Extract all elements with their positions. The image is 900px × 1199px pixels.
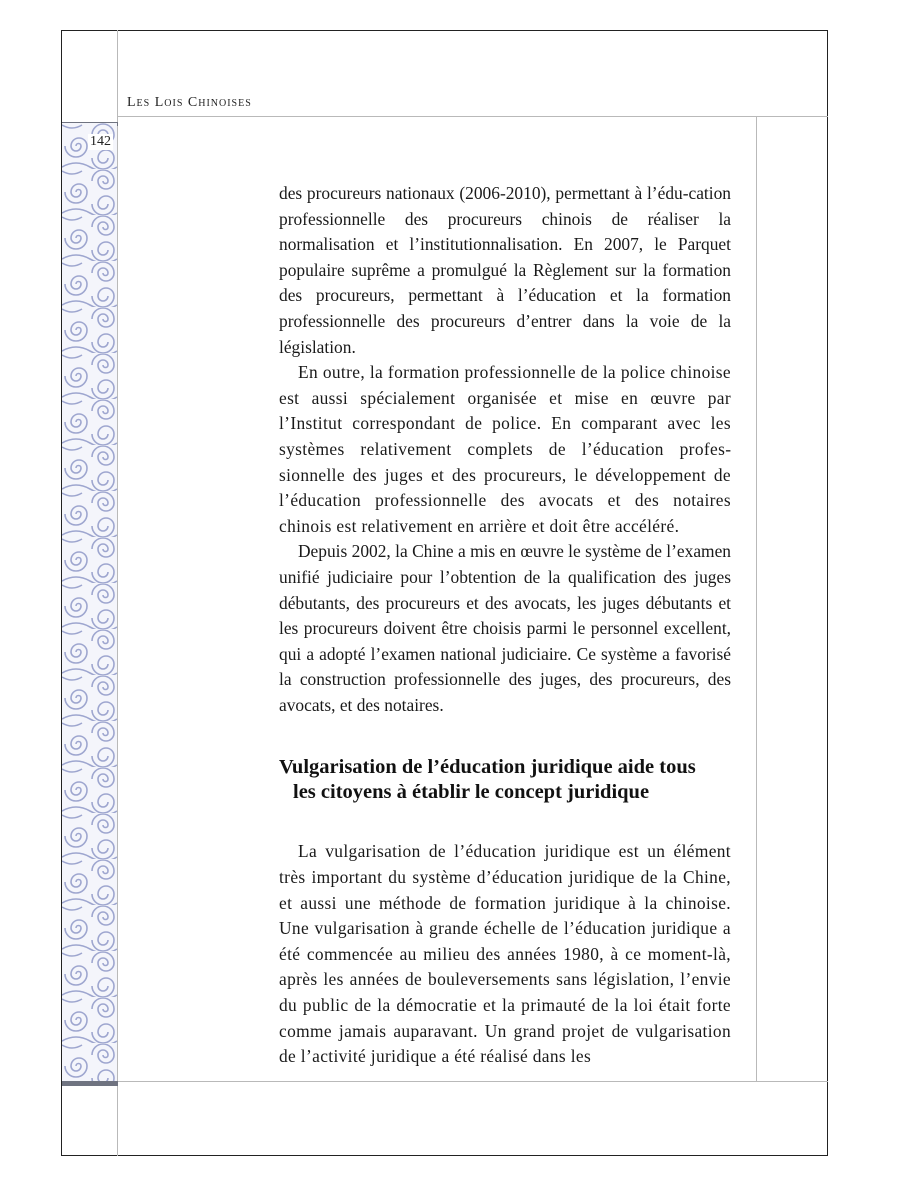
paragraph-1: des procureurs nationaux (2006-2010), permettant à l’édu-cation professionnelle des procureurs chinois de réaliser la normalisation et l’institutionnalisation. En 2007, le Parquet populaire suprême a promulgué la Règlement sur la formation des procureurs, permettant à l’éducation et la formation professionnelle des procureurs d’entrer dans la voie de la législation. xyxy=(279,183,731,357)
section-heading-line-1: Vulgarisation de l’éducation juridique aide tous xyxy=(279,756,696,779)
paragraph-3: Depuis 2002, la Chine a mis en œuvre le système de l’examen unifié judiciaire pour l’obtention de la qualification des juges débutants, des procureurs et des avocats, les juges débutants et les procureurs doivent être choisis parmi le personnel excellent, qui a adopté l’examen national judiciaire. Ce système a favorisé la construction professionnelle des juges, des procureurs, des avocats, et des notaires. xyxy=(279,541,731,715)
header-rule xyxy=(117,116,828,117)
section-heading xyxy=(279,755,731,805)
body-text xyxy=(279,181,731,1070)
paragraph-2: En outre, la formation professionnelle de la police chinoise est aussi spécialement organisée et mise en œuvre par l’Institut correspondant de police. En comparant avec les systèmes relativement complets de l’éducation professionnelle des juges et des procureurs, le développement de l’éducation professionnelle des avocats et des notaires chinois est relativement en arrière et doit être accéléré. xyxy=(279,362,731,536)
right-guide-line xyxy=(756,116,757,1081)
section-heading-line-2: les citoyens à établir le concept juridique xyxy=(293,781,650,804)
ornament-bottom-bar xyxy=(62,1081,118,1086)
paragraph-4: La vulgarisation de l’éducation juridique est un élément très important du système d’éducation juridique de la Chine, et aussi une méthode de formation juridique à la chinoise. Une vulgarisation à grande échelle de l’éducation juridique a été commencée au milieu des années 1980, à ce moment-là, après les années de bouleversements sans législation, l’envie du public de la démocratie et la primauté de la loi était forte comme jamais auparavant. Un grand projet de vulgarisation de l’activité juridique a été réalisé dans les xyxy=(279,841,731,1067)
page-number: 142 xyxy=(90,134,111,149)
cloud-ornament-strip xyxy=(62,123,117,1083)
running-head: Les Lois Chinoises xyxy=(127,95,252,110)
left-guide-line xyxy=(117,30,118,1156)
footer-rule xyxy=(117,1081,828,1082)
